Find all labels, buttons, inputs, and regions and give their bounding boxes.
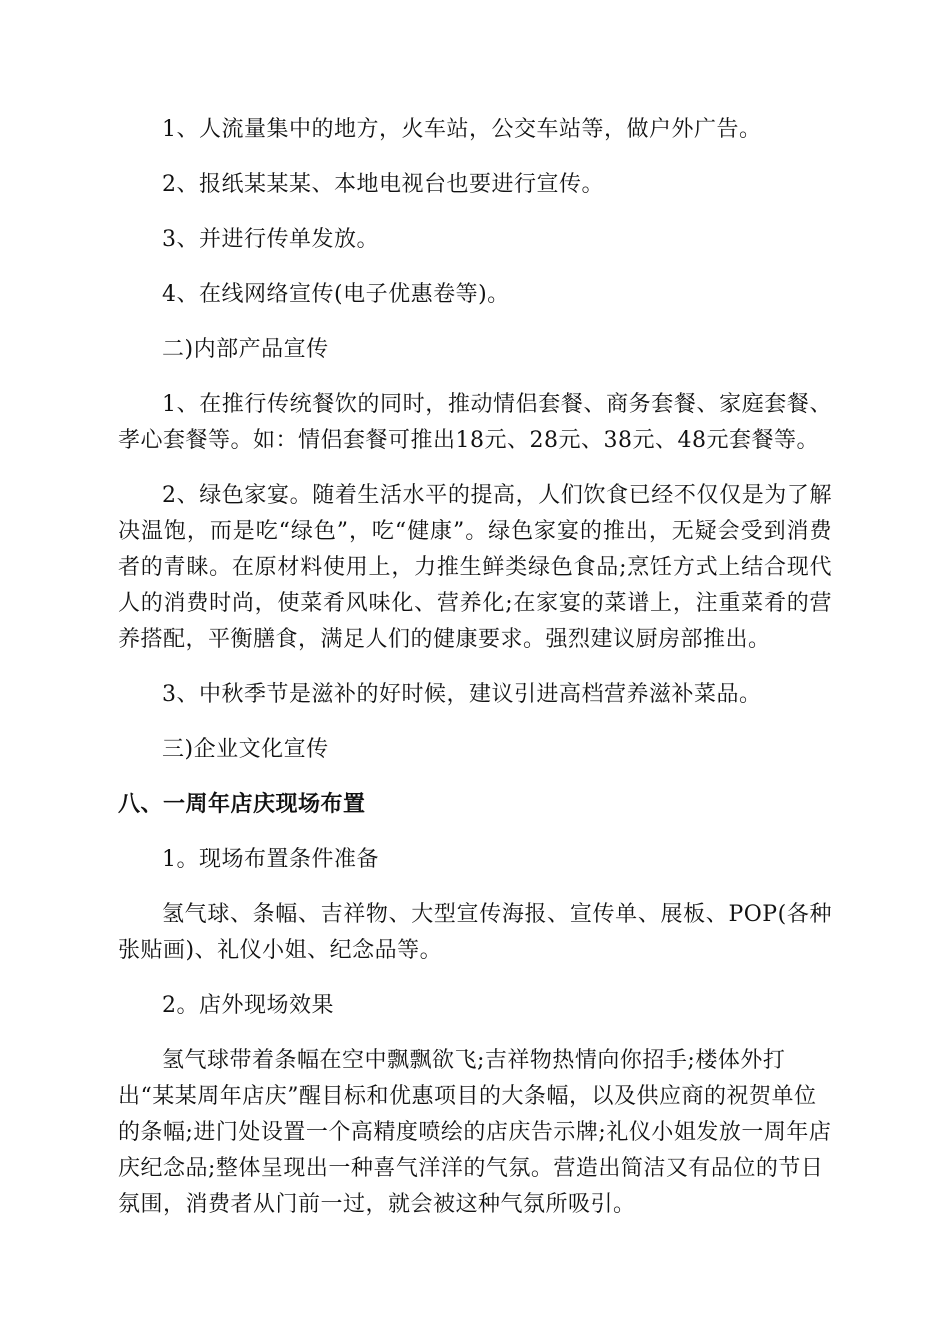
text-line: 庆纪念品;整体呈现出一种喜气洋洋的气氛。营造出简洁又有品位的节日 (118, 1156, 824, 1181)
paragraph-setup-prep: 1。现场布置条件准备 (162, 847, 379, 872)
section-heading-anniversary-setup: 八、一周年店庆现场布置 (118, 792, 366, 817)
paragraph-set-meals: 1、在推行传统餐饮的同时，推动情侣套餐、商务套餐、家庭套餐、孝心套餐等。如：情侣套餐可推出18元、28元、38元、48元套餐等。 (118, 392, 832, 453)
paragraph-green-banquet: 2、绿色家宴。随着生活水平的提高，人们饮食已经不仅仅是为了解决温饱，而是吃“绿色”，吃“健康”。绿色家宴的推出，无疑会受到消费者的青睐。在原材料使用上，力推生鲜类绿色食品;烹饪方式上结合现代人的消费时尚，使菜肴风味化、营养化;在家宴的菜谱上，注重菜肴的营养搭配，平衡膳食，满足人们的健康要求。强烈建议厨房部推出。 (118, 483, 832, 652)
text-line: 氢气球带着条幅在空中飘飘欲飞;吉祥物热情向你招手;楼体外打 (162, 1048, 786, 1073)
paragraph-outside-effect-body (118, 1043, 832, 1223)
paragraph-setup-items: 氢气球、条幅、吉祥物、大型宣传海报、宣传单、展板、POP(各种张贴画)、礼仪小姐、纪念品等。 (118, 902, 832, 963)
paragraph-flyers: 3、并进行传单发放。 (162, 227, 379, 252)
text-line: 氛围，消费者从门前一过，就会被这种气氛所吸引。 (118, 1192, 636, 1217)
paragraph-newspaper-tv: 2、报纸某某某、本地电视台也要进行宣传。 (162, 172, 604, 197)
paragraph-online: 4、在线网络宣传(电子优惠卷等)。 (162, 282, 510, 307)
paragraph-outdoor-ads: 1、人流量集中的地方，火车站，公交车站等，做户外广告。 (162, 117, 762, 142)
paragraph-outside-effect-title: 2。店外现场效果 (162, 993, 334, 1018)
text-line: 的条幅;进门处设置一个高精度喷绘的店庆告示牌;礼仪小姐发放一周年店 (118, 1120, 832, 1145)
subheading-internal-products: 二)内部产品宣传 (162, 337, 329, 362)
paragraph-mid-autumn: 3、中秋季节是滋补的好时候，建议引进高档营养滋补菜品。 (162, 682, 762, 707)
subheading-corporate-culture: 三)企业文化宣传 (162, 737, 329, 762)
text-line: 出“某某周年店庆”醒目标和优惠项目的大条幅，以及供应商的祝贺单位 (118, 1084, 817, 1109)
